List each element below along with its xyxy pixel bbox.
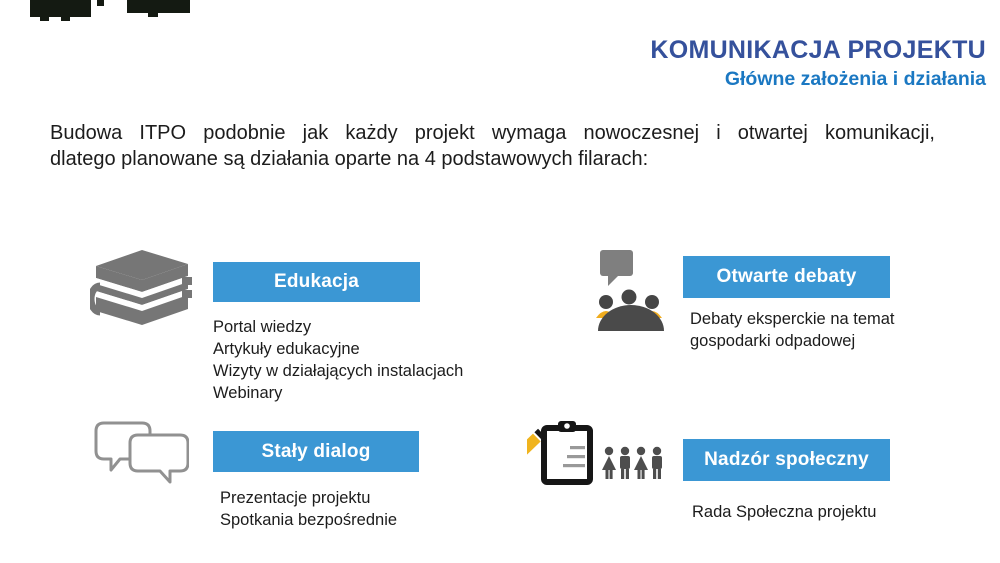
list-item: Rada Społeczna projektu [692,503,877,521]
audience-speech-bubble-icon [596,247,666,337]
list-item: Webinary [213,384,283,402]
pillar-banner-label: Edukacja [273,271,360,292]
list-item: Prezentacje projektu [220,489,371,507]
clipboard-pencil-icon [527,420,593,491]
pillar-items-staly-dialog [220,487,397,531]
pillar-banner-label: Nadzór społeczny [704,449,869,470]
pillar-banner-staly-dialog [213,431,419,472]
page-subtitle: Główne założenia i działania [724,68,986,90]
pillar-items-nadzor-spoleczny [692,501,876,523]
intro-line: Budowa ITPO podobnie jak każdy projekt wymaga nowoczesnej i otwartej komunikacji, [50,122,935,144]
list-item: Portal wiedzy [213,318,312,336]
logo-fragment [127,0,190,13]
pillar-banner-otwarte-debaty [683,256,890,298]
pillar-banner-label: Stały dialog [261,440,371,462]
list-item: Debaty eksperckie na temat gospodarki odpadowej [690,310,895,350]
list-item: Wizyty w działających instalacjach [213,362,464,380]
pillar-banner-nadzor-spoleczny [683,439,890,481]
logo-fragment [40,17,49,21]
books-icon [90,250,194,339]
pillar-items-edukacja [213,316,463,404]
header [650,36,986,91]
intro-line: dlatego planowane są działania oparte na 4 podstawowych filarach: [50,148,649,170]
logo-fragment [61,17,70,21]
pillar-banner-label: Otwarte debaty [716,266,857,287]
chat-bubbles-icon [94,421,189,492]
logo-fragment [30,0,91,17]
logo-fragment [97,0,104,6]
pillar-items-otwarte-debaty [690,308,915,352]
people-group-icon [601,445,665,486]
intro-paragraph [50,120,935,172]
pillar-banner-edukacja [213,262,420,302]
page-title: KOMUNIKACJA PROJEKTU [650,36,986,64]
list-item: Spotkania bezpośrednie [220,511,398,529]
logo-fragment [148,13,158,17]
list-item: Artykuły edukacyjne [213,340,360,358]
